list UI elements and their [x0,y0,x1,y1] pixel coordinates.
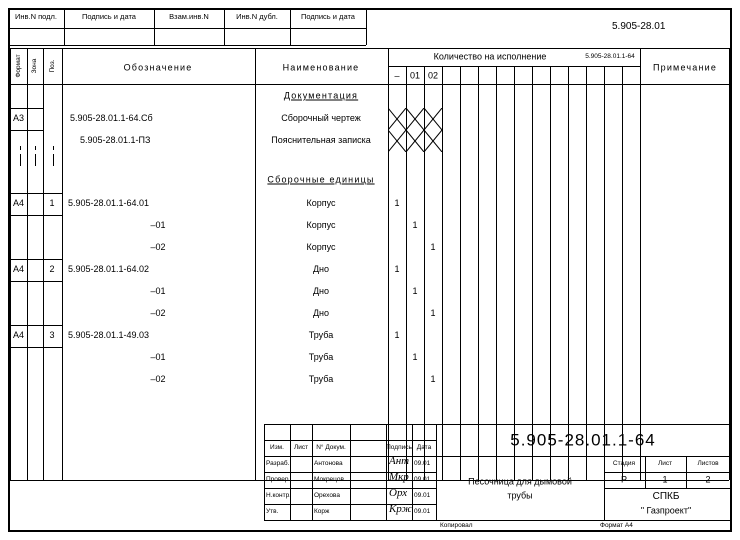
topstrip-bottom-rule [8,28,366,29]
header-pos: Поз. [48,59,56,73]
stamp-role-4: Утв. [266,508,279,515]
cell-designation-0: 5.905-28.01.1-64.Сб [70,113,153,123]
stamp-stage-rule [604,472,730,473]
cell-designation-9: –01 [150,352,166,362]
stamp-role-3: Н.контр. [266,492,292,499]
cell-format-0: А3 [13,113,25,123]
topstrip-label-4: Подпись и дата [301,12,355,21]
tick-mark-d [35,154,36,166]
cell-designation-1: 5.905-28.01.1-ПЗ [80,135,151,145]
topstrip-div-5 [366,8,367,45]
cell-name-9: Труба [308,352,334,362]
qty-sub-4 [460,66,461,480]
topstrip-label-3: Инв.N дубл. [236,12,278,21]
qty-sub-10 [568,66,569,480]
stamp-org-line2: " Газпроект" [640,505,692,516]
cell-q2-6: 1 [412,286,418,296]
cell-name-3: Корпус [306,220,336,230]
topstrip-lower-rule [8,45,366,46]
stamp-v-izm [290,424,291,520]
cell-designation-5: 5.905-28.01.1-64.02 [68,264,150,274]
cell-name-2: Корпус [306,198,336,208]
tick-mark-c [35,146,36,150]
stamp-name-4: Корж [314,508,330,515]
topstrip-div-3 [224,8,225,45]
cell-format-2: А4 [13,198,25,208]
stamp-role-0: Разраб. [266,460,290,467]
col-pos-right [62,48,63,480]
stamp-colhead-4: Дата [416,443,432,451]
stamp-org-line1: СПКБ [652,491,680,502]
stamp-date-3: 09.01 [414,492,431,499]
border-right [730,8,732,532]
topstrip-div-4 [290,8,291,45]
crossout-row-0 [388,108,460,130]
cell-name-6: Дно [312,286,330,296]
cell-name-5: Дно [312,264,330,274]
stamp-colhead-1: Лист [293,443,309,451]
table-header-top [10,48,729,49]
cell-name-1: Пояснительная записка [271,135,371,145]
stamp-stage-head-1: Лист [657,459,673,467]
stamp-date-4: 09.01 [414,508,431,515]
stamp-title-line1: Песочница для дымовой [468,476,572,487]
header-note: Примечание [652,62,718,73]
qty-sub-13 [622,66,623,480]
header-qty-group: Количество на исполнение [433,51,547,62]
qty-sub-11 [586,66,587,480]
stamp-colhead-2: N° Докум. [316,443,346,451]
stamp-v-rolesend [436,424,437,520]
stamp-colhead-0: Изм. [270,443,284,451]
tick-mark-f [53,154,54,166]
footer-format: Формат А4 [600,522,633,529]
row-rule-6-top [10,259,62,260]
stamp-colhead-3: Подпись [386,443,412,451]
topstrip-label-0: Инв.N подл. [14,12,58,21]
cell-name-7: Дно [312,308,330,318]
tick-mark-b [20,154,21,166]
cell-designation-7: –02 [150,308,166,318]
qty-sub-12 [604,66,605,480]
stamp-sign-4: Крж [389,503,412,515]
col-designation-right [255,48,256,480]
cell-name-10: Труба [308,374,334,384]
col-right-edge [729,48,730,480]
stamp-v-stage-2 [686,456,687,488]
sheet-top-code: 5.905-28.01 [612,21,666,32]
stamp-stage-rule2 [604,488,730,489]
col-format-right [27,48,28,480]
border-bottom [8,530,732,532]
cell-pos-2: 1 [49,198,55,208]
stamp-v-podpis [386,424,387,520]
cell-designation-4: –02 [150,242,166,252]
cell-designation-6: –01 [150,286,166,296]
col-left-edge [10,48,11,480]
cell-format-8: А4 [13,330,25,340]
qty-sub-5 [478,66,479,480]
stamp-name-0: Антонова [314,460,343,467]
col-qty-right [640,48,641,480]
footer-copy: Копировал [440,522,473,529]
topstrip-label-2: Взам.инв.N [169,12,209,21]
stamp-v-list [312,424,313,520]
stamp-name-3: Орехова [314,492,340,499]
crossout-row-1 [388,130,460,152]
stamp-stage-head-2: Листов [697,459,719,467]
header-format: Формат [14,54,22,78]
stamp-date-0: 09.01 [414,460,431,467]
stamp-sign-1: Мкр [389,471,409,483]
row-rule-1-left [10,108,43,109]
stamp-top [264,424,730,425]
cell-designation-3: –01 [150,220,166,230]
row-rule-9-top [10,325,62,326]
cell-name-4: Корпус [306,242,336,252]
topstrip-div-2 [154,8,155,45]
row-rule-1-leftb [10,130,43,131]
qty-sub-6 [496,66,497,480]
stamp-date-1: 09.01 [414,476,431,483]
cell-q1-8: 1 [394,330,400,340]
col-zone-right [43,48,44,480]
stamp-sign-0: Ант [389,455,410,467]
section-title-assemblies: Сборочные единицы [267,174,375,185]
stamp-stage-head-0: Стадия [612,459,636,467]
cell-designation-2: 5.905-28.01.1-64.01 [68,198,150,208]
stamp-stage-val-1: 1 [662,474,668,485]
stamp-sign-3: Орх [389,487,408,499]
cell-pos-8: 3 [49,330,55,340]
tick-mark-a [20,146,21,150]
row-rule-3-bot [10,215,62,216]
stamp-v-data [412,424,413,520]
cell-q1-2: 1 [394,198,400,208]
cell-format-5: А4 [13,264,25,274]
header-qty-col-2: 02 [427,70,439,81]
row-rule-9-bot [10,347,62,348]
header-qty-col-0: – [394,70,400,81]
border-top [8,8,732,10]
topstrip-label-1: Подпись и дата [82,12,136,21]
stamp-v-stage-left [604,456,605,520]
header-qty-code: 5.905-28.01.1-64 [585,52,635,60]
stamp-v-stage-1 [645,456,646,488]
cell-pos-5: 2 [49,264,55,274]
qty-sub-7 [514,66,515,480]
stamp-bottom [264,520,730,521]
cell-name-8: Труба [308,330,334,340]
stamp-v-docum [350,424,351,520]
header-designation: Обозначение [123,62,193,73]
topstrip-div-1 [64,8,65,45]
cell-q3-4: 1 [430,242,436,252]
header-zone: Зона [30,58,38,74]
header-qty-col-1: 01 [409,70,421,81]
tick-mark-e [53,146,54,150]
cell-q1-5: 1 [394,264,400,274]
cell-q2-9: 1 [412,352,418,362]
row-rule-3-top [10,193,62,194]
cell-q3-10: 1 [430,374,436,384]
cell-name-0: Сборочный чертеж [281,113,361,123]
stamp-stage-val-0: Р [620,474,628,485]
stamp-stage-val-2: 2 [705,474,711,485]
stamp-name-1: Мокрецов [314,476,344,483]
cell-q2-3: 1 [412,220,418,230]
qty-sub-8 [532,66,533,480]
header-name: Наименование [282,62,360,73]
qty-sub-9 [550,66,551,480]
stamp-doc-number: 5.905-28.01.1-64 [510,430,656,450]
stamp-title-line2: трубы [507,490,533,501]
stamp-role-1: Провер. [266,476,291,483]
section-title-documentation: Документация [283,90,359,101]
cell-designation-10: –02 [150,374,166,384]
cell-designation-8: 5.905-28.01.1-49.03 [68,330,150,340]
row-rule-6-bot [10,281,62,282]
cell-q3-7: 1 [430,308,436,318]
